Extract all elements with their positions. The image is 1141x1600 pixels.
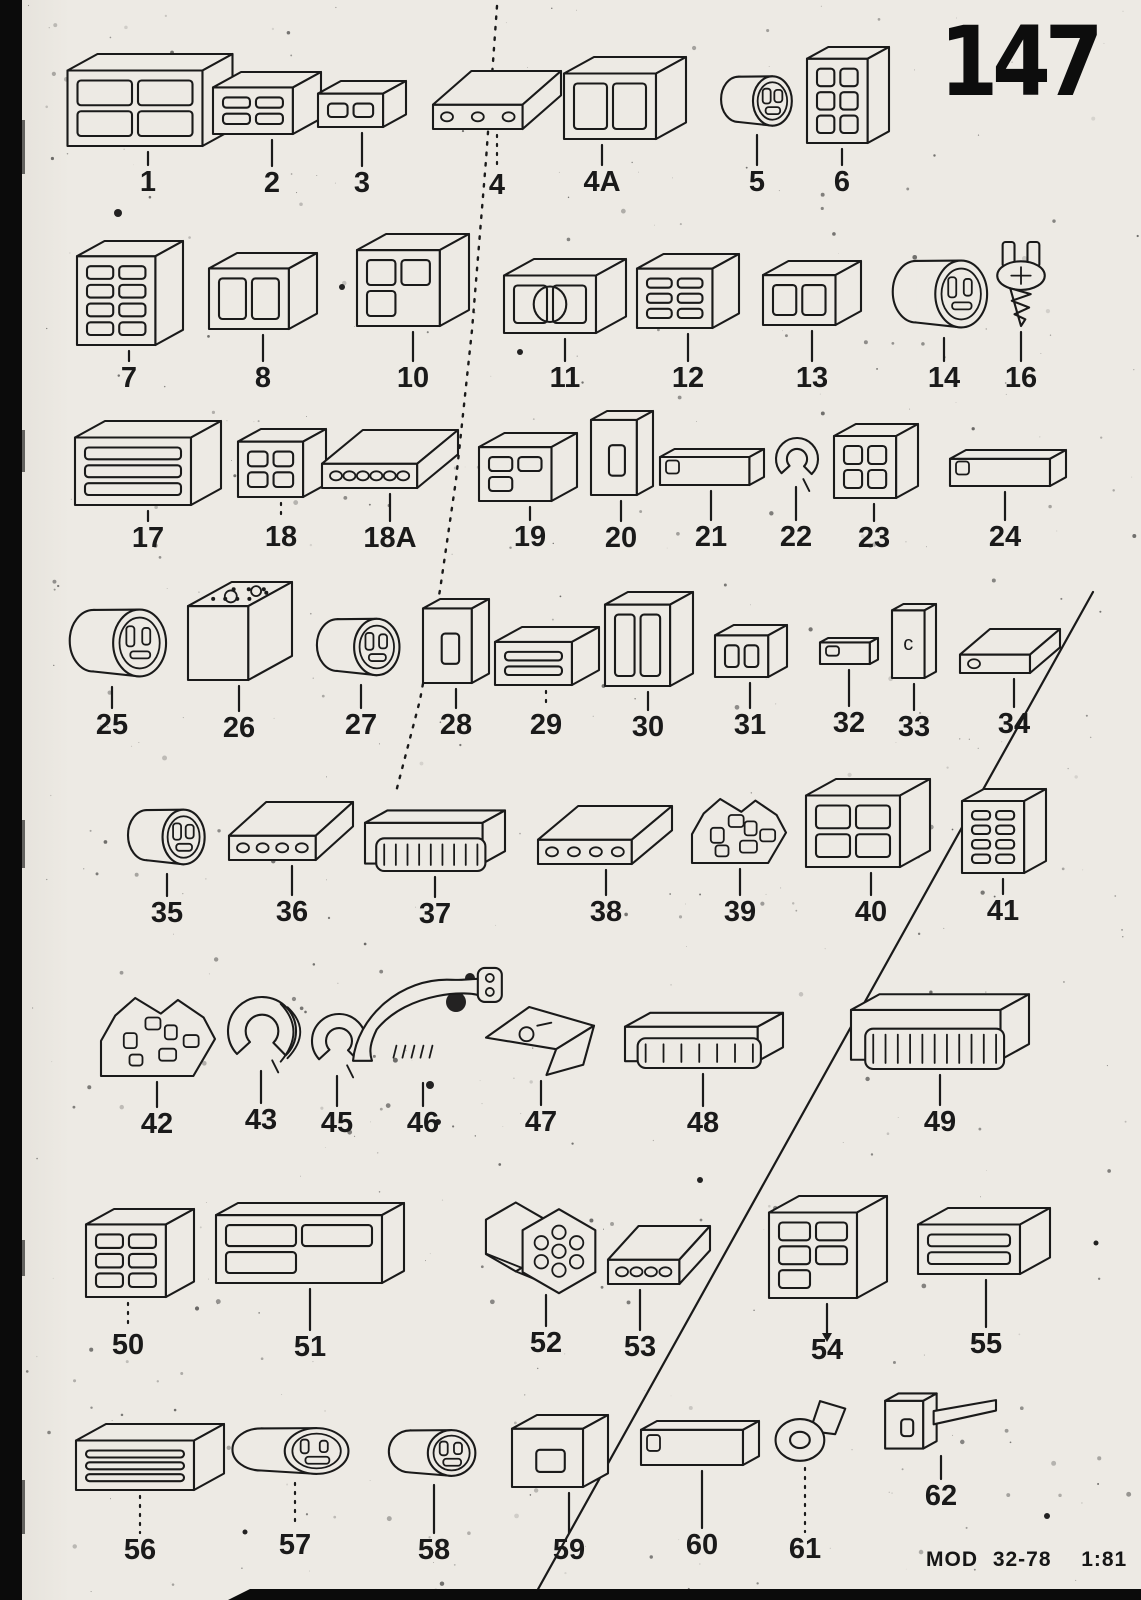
part-drawing-52 [486, 1202, 595, 1293]
part-number-label: 53 [623, 1331, 657, 1363]
part-drawing-34 [960, 629, 1060, 673]
part-number-label: 24 [988, 521, 1022, 553]
part-drawing-41 [962, 789, 1046, 873]
part-drawing-26 [188, 582, 292, 680]
page-number: 147 [939, 6, 1097, 118]
part-drawing-46 [353, 968, 502, 1061]
part-drawing-18A [322, 430, 458, 488]
svg-text:c: c [903, 633, 914, 656]
part-drawing-11 [504, 259, 626, 333]
part-drawing-32 [820, 638, 878, 664]
part-drawing-24 [950, 450, 1066, 486]
part-number-label: 21 [694, 521, 728, 553]
part-number-label: 33 [897, 711, 931, 743]
part-number-label: 28 [439, 709, 473, 741]
part-drawing-43 [228, 997, 300, 1072]
part-number-label: 57 [278, 1529, 312, 1561]
part-number-label: 30 [631, 711, 665, 743]
part-number-label: 14 [927, 362, 961, 394]
part-number-label: 4A [583, 166, 621, 198]
parts-figure [68, 47, 1067, 1566]
part-drawing-37 [365, 810, 505, 871]
part-number-label: 10 [396, 362, 430, 394]
part-drawing-4 [433, 71, 561, 129]
part-drawing-55 [918, 1208, 1050, 1274]
part-drawing-33 [892, 604, 936, 678]
part-drawing-6 [807, 47, 889, 143]
part-drawing-35 [128, 810, 205, 865]
part-number-label: 11 [549, 362, 581, 394]
part-drawing-14 [893, 261, 987, 328]
part-number-label: 7 [120, 362, 138, 394]
part-number-label: 38 [589, 896, 623, 928]
part-number-label: 22 [779, 521, 813, 553]
part-number-label: 12 [671, 362, 705, 394]
part-number-label: 42 [140, 1108, 174, 1140]
part-drawing-7 [77, 241, 183, 345]
part-drawing-54 [769, 1196, 887, 1298]
part-drawing-49 [851, 994, 1029, 1069]
part-drawing-30 [605, 592, 693, 686]
part-drawing-4A [564, 57, 686, 139]
part-number-label: 45 [320, 1107, 354, 1139]
part-drawing-61 [776, 1401, 846, 1461]
part-drawing-25 [70, 610, 166, 677]
part-number-label: 27 [344, 709, 378, 741]
part-drawing-20 [591, 411, 653, 495]
part-drawing-48 [625, 1013, 783, 1068]
part-number-label: 59 [552, 1534, 586, 1566]
part-drawing-60 [641, 1421, 759, 1465]
part-number-label: 41 [986, 895, 1020, 927]
part-number-label: 36 [275, 896, 309, 928]
part-drawing-27 [317, 619, 400, 675]
part-drawing-18 [238, 429, 326, 497]
part-drawing-28 [423, 599, 489, 683]
part-number-label: 32 [832, 707, 866, 739]
part-number-label: 13 [795, 362, 829, 394]
part-drawing-12 [637, 254, 739, 328]
part-number-label: 43 [244, 1104, 278, 1136]
part-number-label: 55 [969, 1328, 1003, 1360]
part-number-label: 29 [529, 709, 563, 741]
part-drawing-56 [76, 1424, 224, 1490]
part-number-label: 61 [788, 1533, 822, 1565]
part-drawing-22 [776, 438, 818, 491]
part-number-label: 49 [923, 1106, 957, 1138]
part-number-label: 8 [254, 362, 272, 394]
part-number-label: 4 [488, 169, 506, 201]
part-drawing-62 [885, 1393, 996, 1448]
part-number-label: 56 [123, 1534, 157, 1566]
part-drawing-31 [715, 625, 787, 677]
part-number-label: 34 [997, 708, 1031, 740]
part-drawing-47 [486, 1007, 594, 1075]
part-drawing-53 [608, 1226, 710, 1284]
part-drawing-13 [763, 261, 861, 325]
part-number-label: 52 [529, 1327, 563, 1359]
part-number-label: 54 [810, 1334, 844, 1366]
part-number-label: 60 [685, 1529, 719, 1561]
part-drawing-23 [834, 424, 918, 498]
part-drawing-16 [997, 242, 1045, 326]
part-number-label: 58 [417, 1534, 451, 1566]
part-number-label: 25 [95, 709, 129, 741]
part-drawing-19 [479, 433, 577, 501]
part-drawing-38 [538, 806, 672, 864]
part-drawing-42 [101, 998, 215, 1076]
part-drawing-2 [213, 72, 321, 134]
part-drawing-40 [806, 779, 930, 867]
part-number-label: 48 [686, 1107, 720, 1139]
part-number-label: 46 [406, 1107, 440, 1139]
part-number-label: 17 [131, 522, 165, 554]
footer-code: MOD 32-78 1:81 [926, 1548, 1128, 1571]
part-number-label: 51 [293, 1331, 327, 1363]
part-number-label: 23 [857, 522, 891, 554]
part-number-label: 5 [748, 166, 766, 198]
part-number-label: 6 [833, 166, 851, 198]
part-number-label: 16 [1004, 362, 1038, 394]
part-drawing-51 [216, 1203, 404, 1283]
part-drawing-39 [692, 799, 786, 863]
part-drawing-21 [660, 449, 764, 485]
part-drawing-57 [232, 1428, 348, 1474]
part-number-label: 18A [363, 522, 417, 554]
bottom-edge-scan-bar [228, 1589, 1141, 1600]
part-number-label: 1 [139, 166, 157, 198]
part-number-label: 62 [924, 1480, 958, 1512]
part-number-label: 18 [264, 521, 298, 553]
part-number-label: 37 [418, 898, 452, 930]
part-number-label: 40 [854, 896, 888, 928]
part-drawing-1 [68, 54, 233, 146]
part-number-label: 35 [150, 897, 184, 929]
part-drawing-8 [209, 253, 317, 329]
part-number-label: 47 [524, 1106, 558, 1138]
part-number-label: 19 [513, 521, 547, 553]
part-drawing-5 [721, 76, 792, 125]
part-number-label: 39 [723, 896, 757, 928]
part-number-label: 31 [733, 709, 767, 741]
part-drawing-29 [495, 627, 599, 685]
left-edge-scan-bar [0, 0, 22, 1600]
part-number-label: 20 [604, 522, 638, 554]
part-number-label: 2 [263, 167, 281, 199]
part-drawing-50 [86, 1209, 194, 1297]
part-drawing-17 [75, 421, 221, 505]
part-drawing-58 [389, 1430, 476, 1476]
part-number-label: 26 [222, 712, 256, 744]
part-number-label: 3 [353, 167, 371, 199]
part-drawing-36 [229, 802, 353, 860]
part-drawing-3 [318, 81, 406, 127]
part-drawing-10 [357, 234, 469, 326]
part-drawing-59 [512, 1415, 608, 1487]
part-number-label: 50 [111, 1329, 145, 1361]
